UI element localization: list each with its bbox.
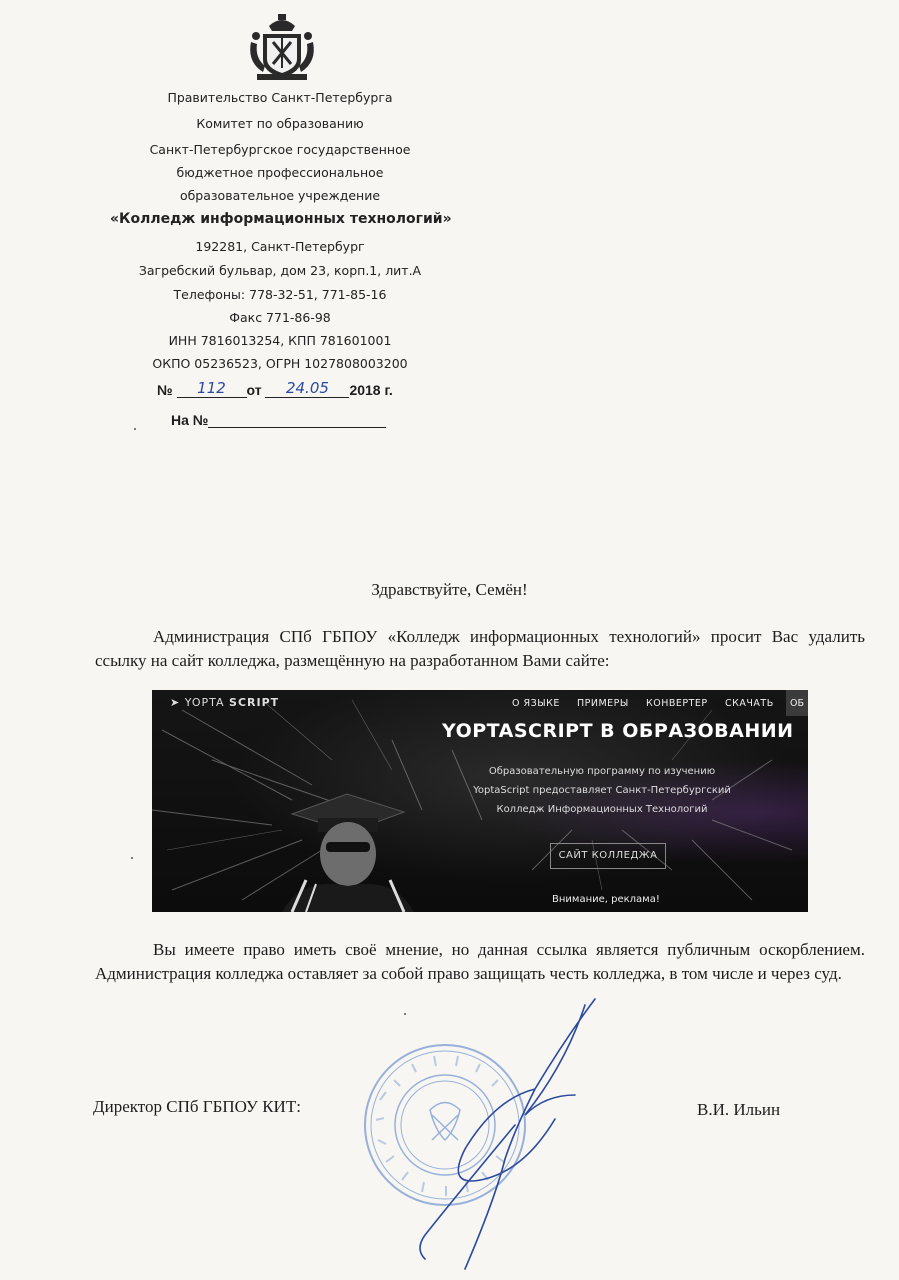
screenshot-desc-line-3: Колледж Информационных Технологий: [496, 804, 708, 815]
yoptascript-logo[interactable]: ➤ YOPTA SCRIPT: [170, 696, 280, 709]
greeting: Здравствуйте, Семён!: [371, 580, 528, 599]
ad-notice: Внимание, реклама!: [552, 894, 660, 905]
college-site-button[interactable]: САЙТ КОЛЛЕДЖА: [550, 843, 666, 869]
year: 2018 г.: [349, 382, 393, 398]
rocket-icon: ➤: [170, 696, 185, 709]
handwritten-date: 24.05: [285, 379, 329, 397]
college-name: «Колледж информационных технологий»: [110, 211, 452, 227]
request-paragraph: Администрация СПб ГБПОУ «Колледж информационных технологий» просит Вас удалить ссылку на сайт колледжа, размещённую на разработанном Вами сайте:: [95, 627, 865, 670]
signatory-title: Директор СПб ГБПОУ КИТ:: [93, 1097, 301, 1116]
nav-item-cut[interactable]: ОБ: [786, 690, 808, 716]
handwritten-signature: [395, 995, 615, 1275]
screenshot-desc-line-2: YoptaScript предоставляет Санкт-Петербургский: [473, 785, 731, 796]
org-type-line-3: образовательное учреждение: [179, 188, 381, 203]
okpo-ogrn: ОКПО 05236523, ОГРН 1027808003200: [152, 356, 408, 371]
graduate-figure-image: [272, 784, 422, 912]
nav-converter[interactable]: КОНВЕРТЕР: [646, 698, 708, 709]
inn-kpp: ИНН 7816013254, КПП 781601001: [168, 333, 392, 348]
address-postal: 192281, Санкт-Петербург: [195, 239, 365, 254]
incoming-ref: [171, 411, 386, 428]
screenshot-title: YOPTASCRIPT В ОБРАЗОВАНИИ: [442, 720, 794, 742]
date-prefix: от: [246, 382, 262, 398]
outgoing-ref: [157, 379, 393, 398]
in-reply-label: На №: [171, 412, 209, 428]
phones: Телефоны: 778-32-51, 771-85-16: [173, 287, 387, 302]
fax: Факс 771-86-98: [229, 310, 331, 325]
org-government: Правительство Санкт-Петербурга: [167, 90, 393, 105]
nav-download[interactable]: СКАЧАТЬ: [725, 698, 774, 709]
nav-about-language[interactable]: О ЯЗЫКЕ: [512, 698, 560, 709]
address-street: Загребский бульвар, дом 23, корп.1, лит.А: [138, 263, 422, 278]
org-committee: Комитет по образованию: [196, 116, 364, 131]
handwritten-number: 112: [197, 379, 226, 397]
warning-paragraph: Вы имеете право иметь своё мнение, но данная ссылка является публичным оскорблением. Администрация колледжа оставляет за собой право защищать честь колледжа, в том числе и через суд.: [95, 940, 865, 983]
number-label: №: [157, 382, 173, 398]
website-screenshot: [152, 690, 808, 912]
coat-of-arms-emblem: [247, 12, 317, 84]
screenshot-desc-line-1: Образовательную программу по изучению: [488, 766, 716, 777]
org-type-line-2: бюджетное профессиональное: [176, 165, 384, 180]
signatory-name: В.И. Ильин: [697, 1100, 781, 1119]
org-type-line-1: Санкт-Петербургское государственное: [149, 142, 411, 157]
nav-examples[interactable]: ПРИМЕРЫ: [577, 698, 629, 709]
